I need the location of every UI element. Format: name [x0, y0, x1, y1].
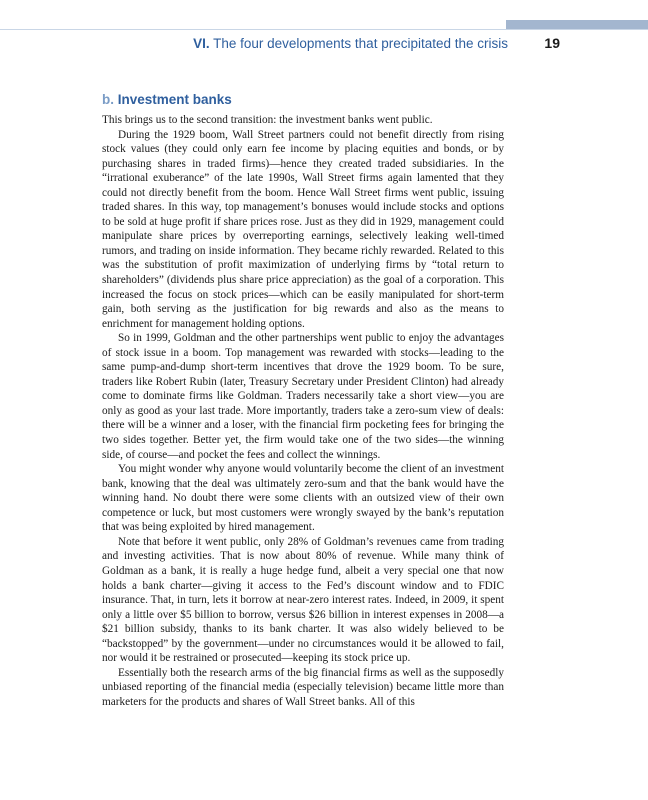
chapter-title: The four developments that precipitated the crisis — [213, 36, 508, 51]
paragraph: This brings us to the second transition: the investment banks went public. — [102, 114, 433, 126]
page-number: 19 — [544, 35, 560, 51]
paragraph: Note that before it went public, only 28% of Goldman’s revenues came from trading and investing activities. That is now about 80% of revenue. While many think of Goldman as a bank, it is really a huge hedge fund, albeit a very special one that now holds a bank charter—giving it access to the Fed’s discount window and to FDIC insurance. That, in turn, lets it borrow at near-zero interest rates. Indeed, in 2009, it spent only a little over $5 billion to borrow, versus $26 billion in interest expenses in 2008—a $21 billion subsidy, thanks to its bank charter. It was also widely believed to be “backstopped” by the government—under no circumstances would it be allowed to fail, nor would it be restrained or prosecuted—keeping its stock price up. — [102, 535, 504, 665]
chapter-numeral: VI. — [193, 36, 210, 51]
paragraph: You might wonder why anyone would voluntarily become the client of an investment bank, knowing that the deal was ultimately zero-sum and that the bank would have the winning hand. No doubt there were some clients with an outsized view of their own competence or luck, but most customers were wrongly swayed by the bank’s reputation that was being exploited by hired management. — [102, 463, 504, 534]
header-rule — [0, 29, 648, 30]
running-head — [140, 36, 508, 51]
header-accent-bar — [506, 20, 648, 29]
paragraph: During the 1929 boom, Wall Street partners could not benefit directly from rising stock values (they could only earn fee income by placing equities and bonds, or by purchasing shares in traded firms)—hence they created traded subsidiaries. In the “irrational exuberance” of the late 1990s, Wall Street firms again lamented that they could not directly benefit from the boom. Hence Wall Street firms went public, issuing traded shares. In this way, top management’s bonuses would include stocks and options to be sold at huge profit if share prices rose. Just as they did in 1929, management could manipulate share prices by overreporting earnings, selectively leaking well-timed rumors, and trading on inside information. They became richly rewarded. Related to this was the substitution of profit maximization of underlying firms by “total return to shareholders” (dividends plus share price appreciation) as the goal of a corporation. This increased the focus on stock prices—which can be easily manipulated for short-term gain, both serving as the justification for big rewards and also as the means to enrichment for management holding options. — [102, 128, 504, 330]
paragraph: So in 1999, Goldman and the other partnerships went public to enjoy the advantages of stock issue in a boom. Top management was rewarded with stocks—leading to the same pump-and-dump short-term incentives that drove the 1929 boom. To be sure, traders like Robert Rubin (later, Treasury Secretary under President Clinton) had already come to dominate firms like Goldman. Traders necessarily take a short view—you are only as good as your last trade. More importantly, traders take a zero-sum view of deals: there will be a winner and a loser, with the financial firm pocketing fees for bringing the two sides together. Better yet, the firm would take one of the two sides—the winning side, of course—and pocket the fees and collect the winnings. — [102, 332, 504, 461]
section-title: Investment banks — [117, 92, 232, 107]
body-text — [102, 113, 504, 709]
paragraph: Essentially both the research arms of the big financial firms as well as the supposedly unbiased reporting of the financial media (especially television) became little more than marketers for the products and shares of Wall Street banks. All of this — [102, 666, 504, 708]
section-heading — [102, 92, 232, 107]
section-letter: b. — [102, 92, 114, 107]
